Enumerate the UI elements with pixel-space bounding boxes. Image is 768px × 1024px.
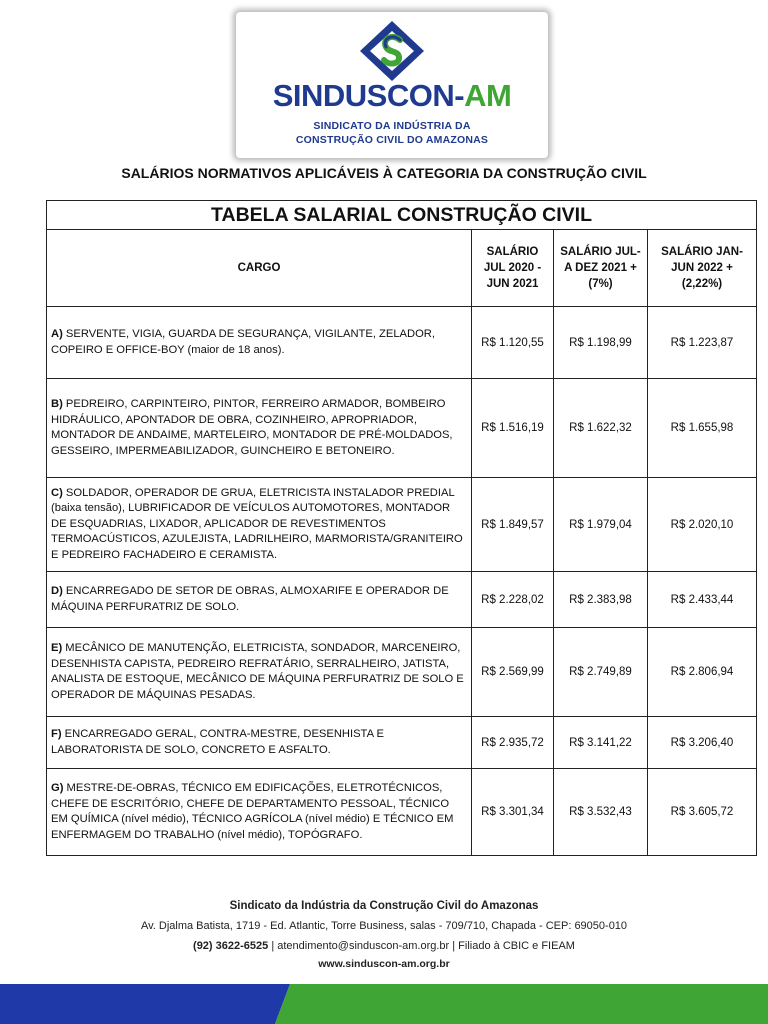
logo	[236, 12, 548, 158]
logo-subtitle-line2: CONSTRUÇÃO CIVIL DO AMAZONAS	[295, 134, 489, 146]
footer-phone: (92) 3622-6525	[193, 940, 269, 952]
table-row	[47, 717, 757, 769]
salary-cell: R$ 3.605,72	[648, 769, 757, 856]
table-row	[47, 478, 757, 572]
table-row	[47, 379, 757, 478]
salary-cell: R$ 3.301,34	[472, 769, 554, 856]
logo-wordmark: SINDUSCON-AM	[272, 78, 512, 113]
salary-cell: R$ 2.569,99	[472, 628, 554, 717]
salary-cell: R$ 2.228,02	[472, 572, 554, 628]
document-heading: SALÁRIOS NORMATIVOS APLICÁVEIS À CATEGORIA DA CONSTRUÇÃO CIVIL	[121, 165, 647, 181]
salary-cell: R$ 1.622,32	[554, 379, 648, 478]
salary-cell: R$ 2.806,94	[648, 628, 757, 717]
cargo-cell: D) ENCARREGADO DE SETOR DE OBRAS, ALMOXARIFE E OPERADOR DE MÁQUINA PERFURATRIZ DE SOLO.	[47, 572, 472, 628]
footer-email-affiliation: | atendimento@sinduscon-am.org.br | Filiado à CBIC e FIEAM	[268, 940, 575, 952]
header-salary-2020-2021: SALÁRIO JUL 2020 - JUN 2021	[472, 230, 554, 307]
header-cargo: CARGO	[47, 230, 472, 307]
logo-subtitle-line1: SINDICATO DA INDÚSTRIA DA	[313, 120, 471, 132]
salary-cell: R$ 1.849,57	[472, 478, 554, 572]
cargo-cell: F) ENCARREGADO GERAL, CONTRA-MESTRE, DESENHISTA E LABORATORISTA DE SOLO, CONCRETO E ASFALTO.	[47, 717, 472, 769]
table-row	[47, 769, 757, 856]
header-salary-2021: SALÁRIO JUL-A DEZ 2021 + (7%)	[554, 230, 648, 307]
footer-color-band	[0, 984, 768, 1024]
footer-website: www.sinduscon-am.org.br	[318, 958, 450, 970]
cargo-cell: A) SERVENTE, VIGIA, GUARDA DE SEGURANÇA, VIGILANTE, ZELADOR, COPEIRO E OFFICE-BOY (maior de 18 anos).	[47, 307, 472, 379]
table-row	[47, 628, 757, 717]
sinduscon-emblem-icon	[358, 20, 426, 82]
header-salary-2022: SALÁRIO JAN-JUN 2022 + (2,22%)	[648, 230, 757, 307]
salary-cell: R$ 3.532,43	[554, 769, 648, 856]
salary-cell: R$ 2.749,89	[554, 628, 648, 717]
salary-cell: R$ 1.516,19	[472, 379, 554, 478]
footer-contact	[0, 940, 768, 952]
footer-address: Av. Djalma Batista, 1719 - Ed. Atlantic, Torre Business, salas - 709/710, Chapada - CEP: 69050-010	[140, 920, 628, 932]
salary-cell: R$ 1.655,98	[648, 379, 757, 478]
salary-cell: R$ 3.141,22	[554, 717, 648, 769]
salary-cell: R$ 2.020,10	[648, 478, 757, 572]
table-row	[47, 572, 757, 628]
salary-cell: R$ 1.120,55	[472, 307, 554, 379]
cargo-cell: G) MESTRE-DE-OBRAS, TÉCNICO EM EDIFICAÇÕES, ELETROTÉCNICOS, CHEFE DE ESCRITÓRIO, CHEFE DE DEPARTAMENTO PESSOAL, TÉCNICO EM QUÍMICA (nível médio), TÉCNICO AGRÍCOLA (nível médio) E TÉCNICO EM ENFERMAGEM DO TRABALHO (nível médio), TOPÓGRAFO.	[47, 769, 472, 856]
salary-cell: R$ 2.383,98	[554, 572, 648, 628]
salary-cell: R$ 3.206,40	[648, 717, 757, 769]
cargo-cell: C) SOLDADOR, OPERADOR DE GRUA, ELETRICISTA INSTALADOR PREDIAL (baixa tensão), LUBRIFICADOR DE VEÍCULOS AUTOMOTORES, MONTADOR DE ESQUADRIAS, LIXADOR, APLICADOR DE REVESTIMENTOS TERMOACÚSTICOS, AZULEJISTA, LADRILHEIRO, MARMORISTA/GRANITEIRO E PEDREIRO FACHADEIRO E CERAMISTA.	[47, 478, 472, 572]
salary-cell: R$ 2.935,72	[472, 717, 554, 769]
cargo-cell: B) PEDREIRO, CARPINTEIRO, PINTOR, FERREIRO ARMADOR, BOMBEIRO HIDRÁULICO, APONTADOR DE OBRA, COZINHEIRO, APROPRIADOR, MONTADOR DE ANDAIME, MARTELEIRO, MONTADOR DE PRÉ-MOLDADOS, GESSEIRO, IMPERMEABILIZADOR, GUINCHEIRO E BETONEIRO.	[47, 379, 472, 478]
footer-org-name: Sindicato da Indústria da Construção Civil do Amazonas	[229, 900, 539, 912]
salary-cell: R$ 1.223,87	[648, 307, 757, 379]
salary-cell: R$ 1.198,99	[554, 307, 648, 379]
salary-cell: R$ 1.979,04	[554, 478, 648, 572]
salary-table	[46, 200, 757, 856]
salary-cell: R$ 2.433,44	[648, 572, 757, 628]
table-row	[47, 307, 757, 379]
table-title: TABELA SALARIAL CONSTRUÇÃO CIVIL	[47, 201, 757, 230]
cargo-cell: E) MECÂNICO DE MANUTENÇÃO, ELETRICISTA, SONDADOR, MARCENEIRO, DESENHISTA CAPISTA, PEDREIRO REFRATÁRIO, SERRALHEIRO, JATISTA, ANALISTA DE ESTOQUE, MECÂNICO DE MÁQUINA PERFURATRIZ DE SOLO E OPERADOR DE MÁQUINAS PESADAS.	[47, 628, 472, 717]
